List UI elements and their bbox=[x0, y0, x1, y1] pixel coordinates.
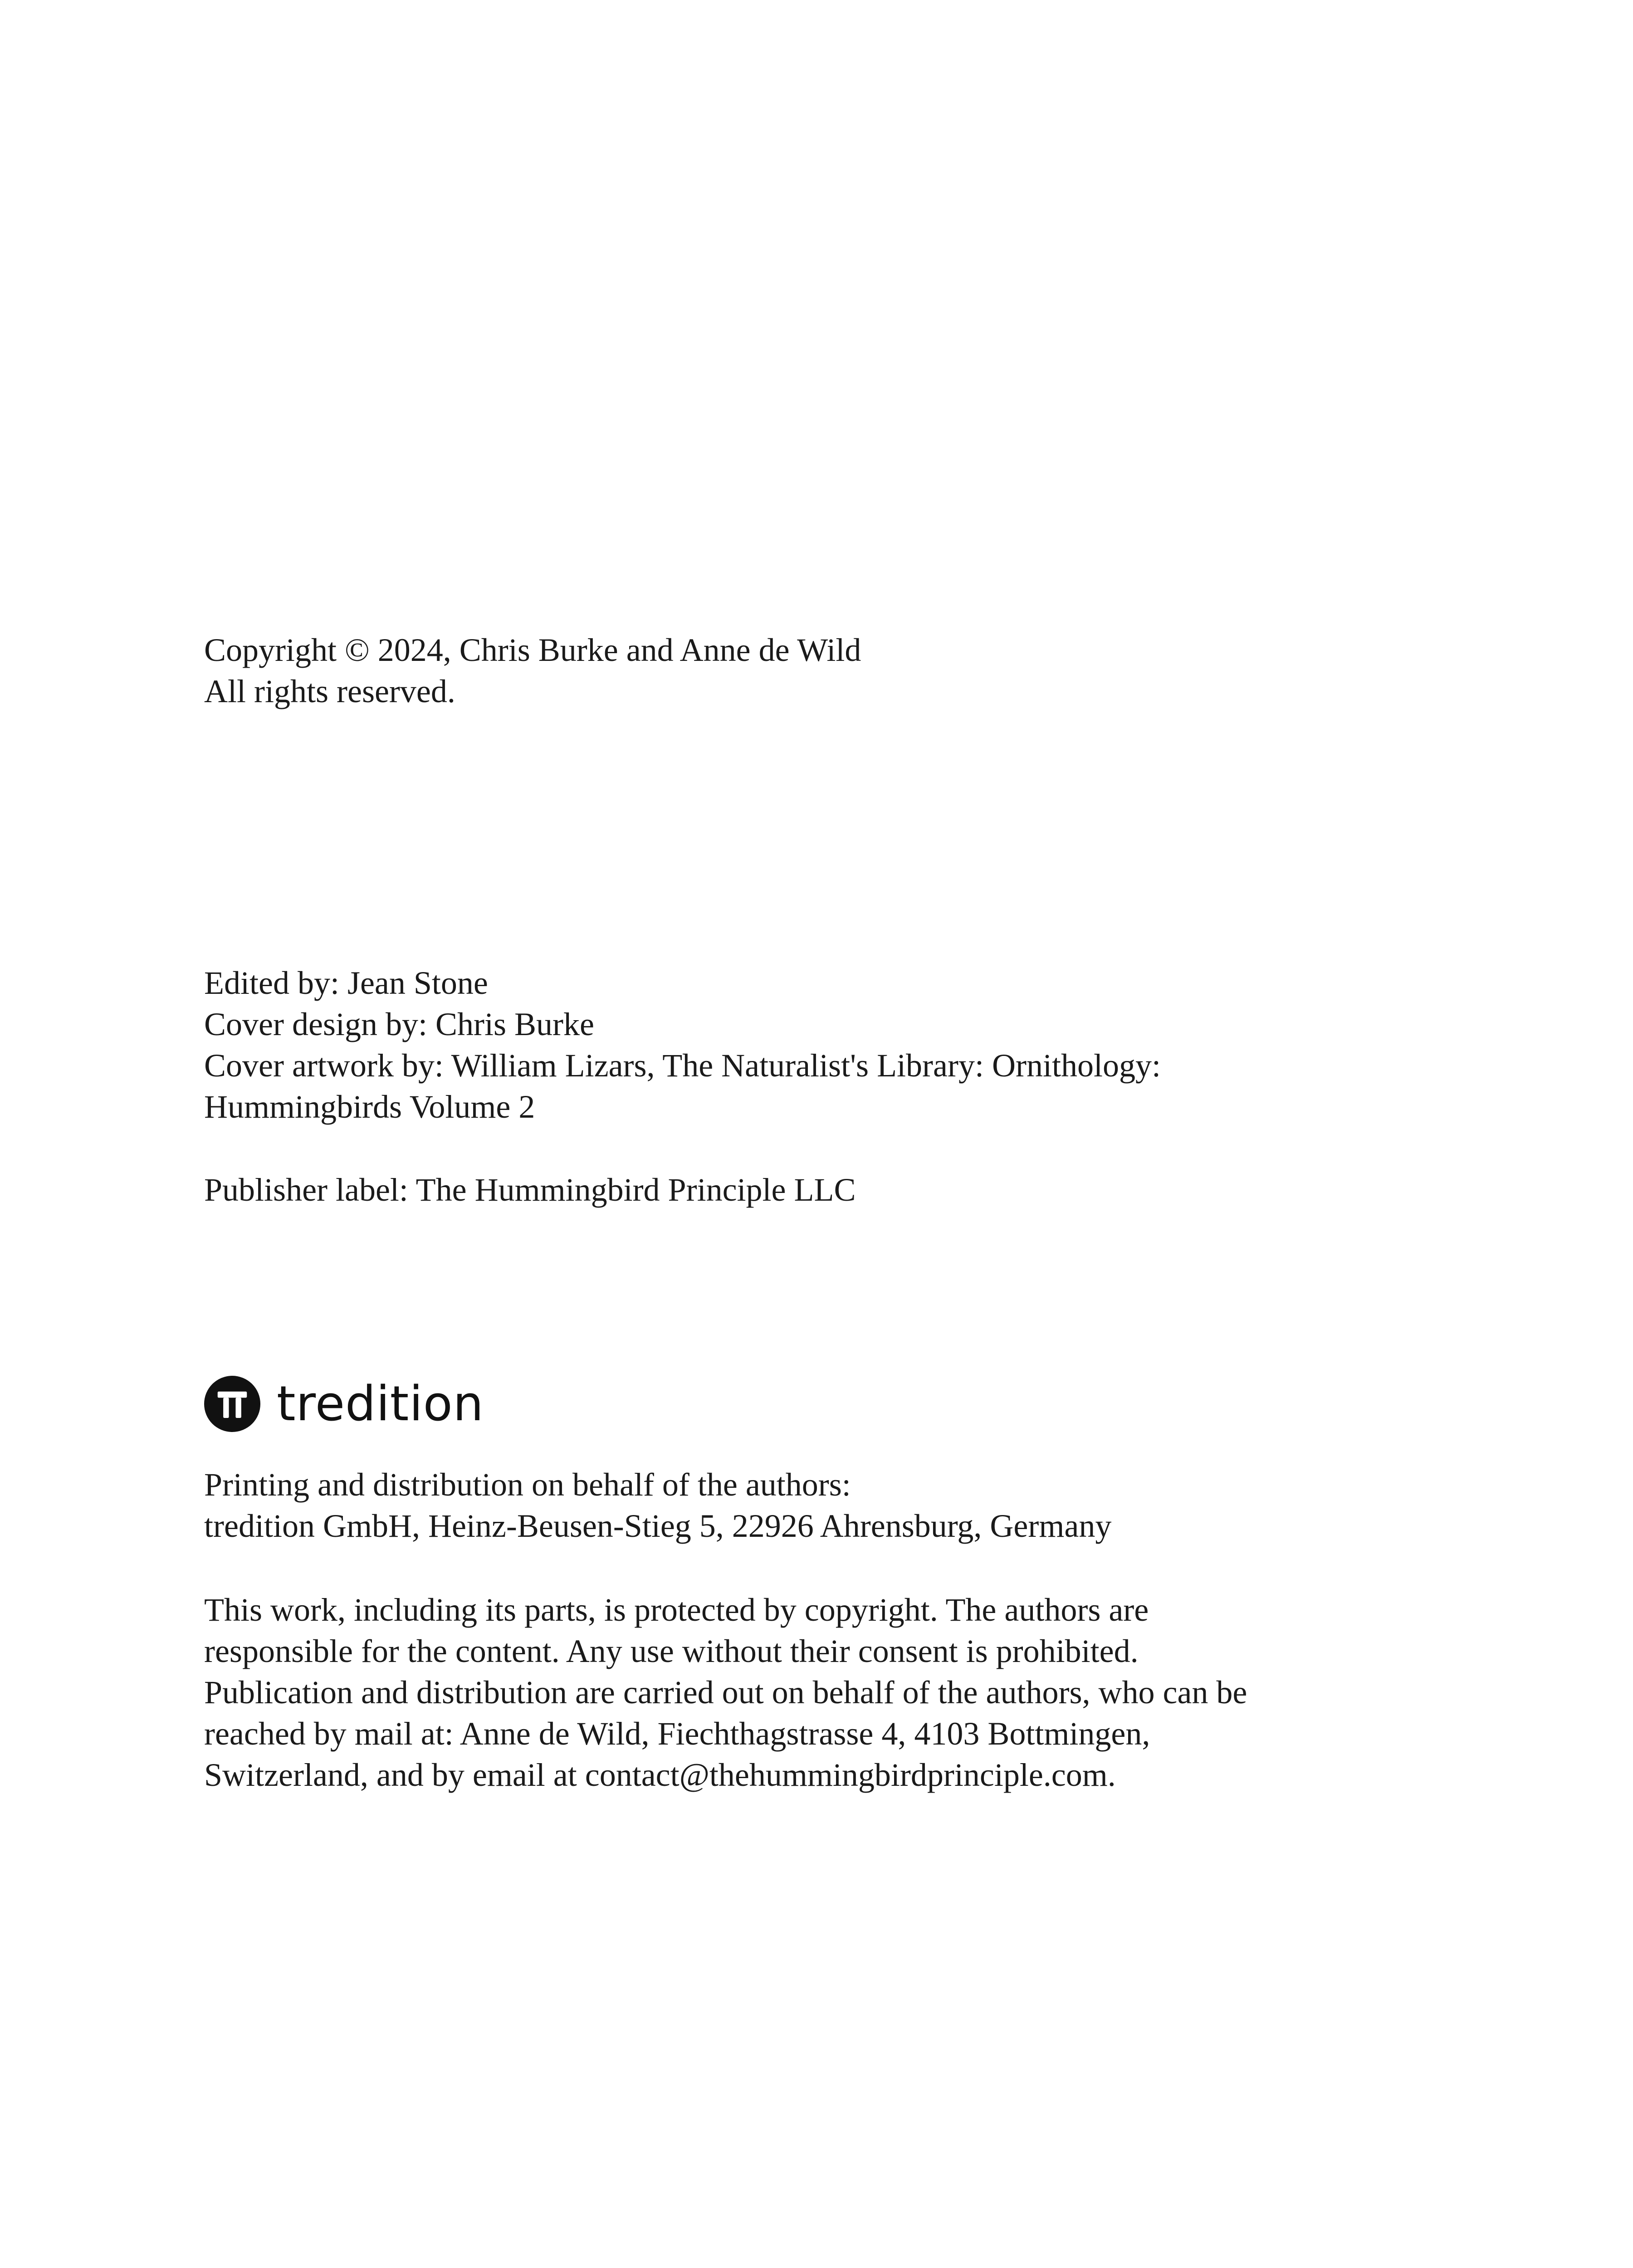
edited-by-line: Edited by: Jean Stone bbox=[204, 965, 488, 1001]
printing-distribution bbox=[204, 1464, 1429, 1547]
rights-notice-line: Publication and distribution are carried out on behalf of the authors, who can be bbox=[204, 1674, 1247, 1711]
tredition-logo bbox=[204, 1374, 484, 1433]
all-rights-reserved-line: All rights reserved. bbox=[204, 673, 455, 709]
cover-design-line: Cover design by: Chris Burke bbox=[204, 1006, 594, 1042]
rights-notice-line: reached by mail at: Anne de Wild, Fiechthagstrasse 4, 4103 Bottmingen, bbox=[204, 1716, 1150, 1752]
printer-address-line: tredition GmbH, Heinz-Beusen-Stieg 5, 22926 Ahrensburg, Germany bbox=[204, 1508, 1112, 1544]
cover-artwork-line: Cover artwork by: William Lizars, The Naturalist's Library: Ornithology: bbox=[204, 1047, 1161, 1084]
printing-line: Printing and distribution on behalf of the authors: bbox=[204, 1466, 851, 1503]
cover-artwork-line-continued: Hummingbirds Volume 2 bbox=[204, 1089, 535, 1125]
publisher-label-line: Publisher label: The Hummingbird Principle LLC bbox=[204, 1172, 856, 1208]
rights-notice-line: This work, including its parts, is protected by copyright. The authors are bbox=[204, 1592, 1149, 1628]
rights-notice-line: responsible for the content. Any use without their consent is prohibited. bbox=[204, 1633, 1139, 1669]
rights-notice bbox=[204, 1589, 1429, 1796]
publisher-label bbox=[204, 1169, 1429, 1211]
copyright-line: Copyright © 2024, Chris Burke and Anne de Wild bbox=[204, 632, 861, 668]
credits bbox=[204, 963, 1429, 1128]
tredition-logo-icon bbox=[204, 1376, 260, 1432]
copyright-notice bbox=[204, 630, 1429, 712]
tredition-wordmark: tredition bbox=[277, 1376, 484, 1432]
rights-notice-line: Switzerland, and by email at contact@thehummingbirdprinciple.com. bbox=[204, 1757, 1116, 1793]
